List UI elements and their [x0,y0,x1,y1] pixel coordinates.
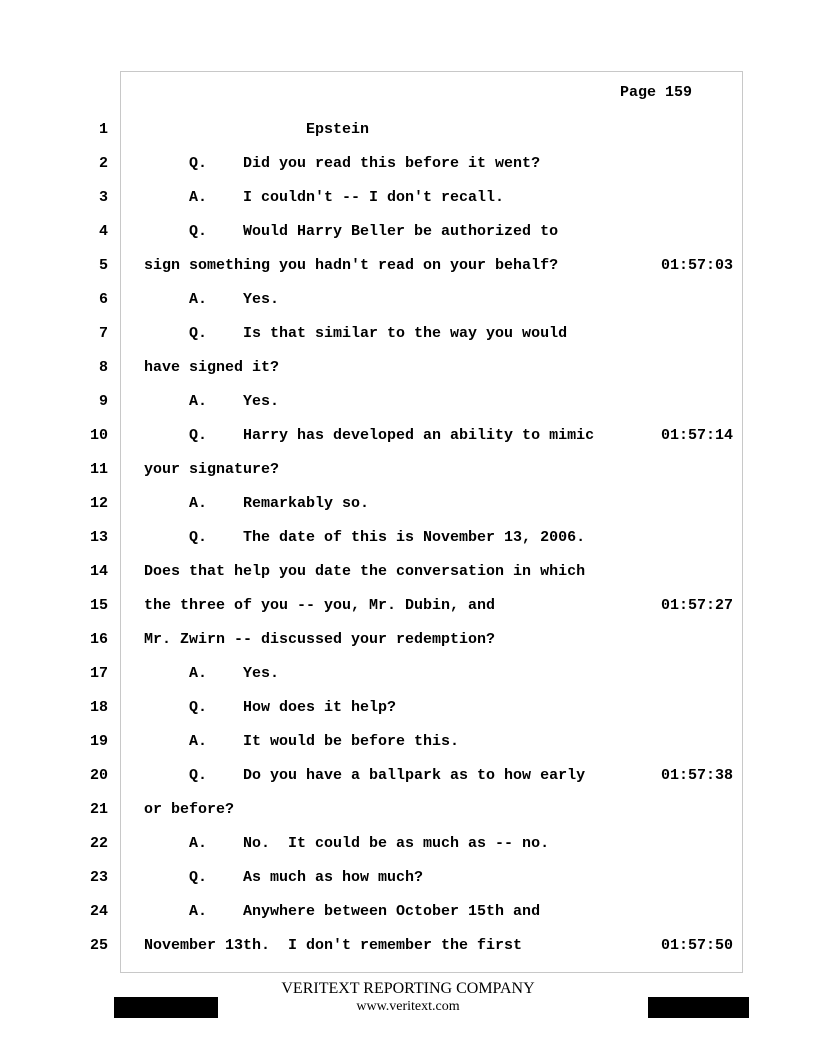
transcript-line [0,732,816,752]
transcript-line [0,324,816,344]
transcript-line [0,834,816,854]
line-text: Does that help you date the conversation in which [144,563,586,580]
line-text: Q. As much as how much? [144,869,424,886]
line-number: 14 [89,563,108,580]
transcript-line [0,630,816,650]
line-text: sign something you hadn't read on your behalf? [144,257,559,274]
transcript-line [0,392,816,412]
transcript-line [0,120,816,140]
line-text: A. I couldn't -- I don't recall. [144,189,505,206]
transcript-line [0,664,816,684]
transcript-line [0,188,816,208]
line-text: A. Anywhere between October 15th and [144,903,541,920]
line-text: A. Yes. [144,291,280,308]
transcript-line [0,494,816,514]
line-number: 20 [89,767,108,784]
line-number: 11 [89,461,108,478]
transcript-line [0,426,816,446]
line-number: 3 [98,189,108,206]
line-number: 22 [89,835,108,852]
line-number: 17 [89,665,108,682]
line-number: 6 [98,291,108,308]
line-text: A. Yes. [144,665,280,682]
line-text: Q. Would Harry Beller be authorized to [144,223,559,240]
footer-company: VERITEXT REPORTING COMPANY [281,980,535,997]
line-number: 21 [89,801,108,818]
transcript-line [0,154,816,174]
timestamp: 01:57:14 [661,427,734,444]
transcript-line [0,290,816,310]
line-number: 7 [98,325,108,342]
transcript-line [0,460,816,480]
transcript-line [0,698,816,718]
line-number: 13 [89,529,108,546]
transcript-line [0,902,816,922]
line-text: Q. Did you read this before it went? [144,155,541,172]
line-text: A. It would be before this. [144,733,460,750]
line-text: November 13th. I don't remember the first [144,937,523,954]
transcript-line [0,596,816,616]
redaction-bar-right [648,997,749,1018]
line-text: Mr. Zwirn -- discussed your redemption? [144,631,496,648]
line-number: 10 [89,427,108,444]
line-text: Q. Is that similar to the way you would [144,325,568,342]
line-number: 2 [98,155,108,172]
transcript-line [0,222,816,242]
line-number: 12 [89,495,108,512]
footer-url: www.veritext.com [356,999,460,1014]
timestamp: 01:57:38 [661,767,734,784]
line-number: 18 [89,699,108,716]
transcript-line [0,358,816,378]
line-text: Q. Harry has developed an ability to mimic [144,427,595,444]
page-number: Page 159 [620,84,693,101]
timestamp: 01:57:50 [661,937,734,954]
line-text: A. No. It could be as much as -- no. [144,835,550,852]
timestamp: 01:57:27 [661,597,734,614]
line-text: A. Yes. [144,393,280,410]
line-number: 8 [98,359,108,376]
line-text: A. Remarkably so. [144,495,370,512]
line-text: your signature? [144,461,280,478]
line-number: 9 [98,393,108,410]
line-text: Q. How does it help? [144,699,397,716]
line-number: 23 [89,869,108,886]
redaction-bar-left [114,997,218,1018]
transcript-line [0,562,816,582]
line-number: 19 [89,733,108,750]
line-number: 16 [89,631,108,648]
transcript-line [0,936,816,956]
transcript-line [0,528,816,548]
line-number: 1 [98,121,108,138]
line-text: or before? [144,801,235,818]
line-number: 5 [98,257,108,274]
line-text: Q. The date of this is November 13, 2006. [144,529,586,546]
transcript-line [0,800,816,820]
line-text: Epstein [144,121,370,138]
line-number: 24 [89,903,108,920]
transcript-line [0,868,816,888]
line-number: 4 [98,223,108,240]
transcript-line [0,766,816,786]
line-number: 25 [89,937,108,954]
transcript-line [0,256,816,276]
line-text: Q. Do you have a ballpark as to how early [144,767,586,784]
line-text: have signed it? [144,359,280,376]
timestamp: 01:57:03 [661,257,734,274]
line-text: the three of you -- you, Mr. Dubin, and [144,597,496,614]
line-number: 15 [89,597,108,614]
